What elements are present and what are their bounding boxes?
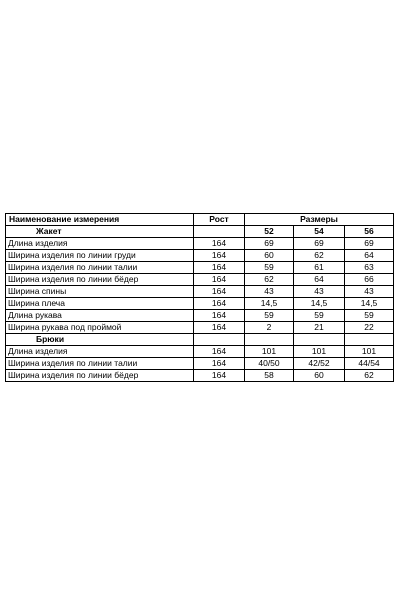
size-value: 64 [294,274,345,286]
measurement-name: Ширина изделия по линии талии [6,358,194,370]
size-value: 58 [245,370,294,382]
section-title-jacket: Жакет [6,226,194,238]
size-value: 43 [345,286,394,298]
table-row [6,286,394,298]
size-value: 59 [345,310,394,322]
measurement-name: Ширина изделия по линии талии [6,262,194,274]
size-table [5,213,394,382]
measurement-name: Ширина плеча [6,298,194,310]
section-blank-size [345,334,394,346]
size-value: 22 [345,322,394,334]
size-value: 14,5 [294,298,345,310]
jacket-rows [6,238,394,334]
height-value: 164 [194,358,245,370]
trousers-rows [6,346,394,382]
size-value: 61 [294,262,345,274]
size-value: 40/50 [245,358,294,370]
header-sizes: Размеры [245,214,394,226]
size-value: 66 [345,274,394,286]
size-value: 14,5 [245,298,294,310]
height-value: 164 [194,370,245,382]
header-measurement-name: Наименование измерения [6,214,194,226]
size-value: 69 [345,238,394,250]
height-value: 164 [194,238,245,250]
table-row [6,238,394,250]
section-title-trousers: Брюки [6,334,194,346]
size-value: 59 [294,310,345,322]
table-row [6,310,394,322]
measurement-name: Ширина рукава под проймой [6,322,194,334]
measurement-name: Длина изделия [6,238,194,250]
measurement-name: Ширина изделия по линии бёдер [6,370,194,382]
size-value: 21 [294,322,345,334]
measurement-name: Ширина изделия по линии бёдер [6,274,194,286]
size-value: 64 [345,250,394,262]
measurement-name: Длина изделия [6,346,194,358]
size-value: 44/54 [345,358,394,370]
size-label: 56 [345,226,394,238]
size-value: 101 [294,346,345,358]
measurement-name: Ширина изделия по линии груди [6,250,194,262]
height-value: 164 [194,286,245,298]
size-label: 54 [294,226,345,238]
size-value: 63 [345,262,394,274]
height-value: 164 [194,310,245,322]
section-blank-size [245,334,294,346]
header-height: Рост [194,214,245,226]
table-row [6,358,394,370]
size-value: 59 [245,310,294,322]
table-header-row [6,214,394,226]
height-value: 164 [194,274,245,286]
height-value: 164 [194,298,245,310]
section-blank-height [194,334,245,346]
size-value: 43 [294,286,345,298]
height-value: 164 [194,346,245,358]
size-value: 60 [245,250,294,262]
section-blank-height [194,226,245,238]
section-blank-size [294,334,345,346]
table-row [6,250,394,262]
size-value: 62 [245,274,294,286]
size-value: 101 [245,346,294,358]
size-value: 59 [245,262,294,274]
height-value: 164 [194,250,245,262]
height-value: 164 [194,322,245,334]
table-row [6,298,394,310]
size-value: 2 [245,322,294,334]
height-value: 164 [194,262,245,274]
table-row [6,346,394,358]
size-value: 69 [294,238,345,250]
size-label: 52 [245,226,294,238]
section-row-jacket [6,226,394,238]
table-row [6,274,394,286]
size-value: 14,5 [345,298,394,310]
size-value: 69 [245,238,294,250]
size-value: 43 [245,286,294,298]
size-value: 101 [345,346,394,358]
table-row [6,262,394,274]
size-value: 42/52 [294,358,345,370]
section-row-trousers [6,334,394,346]
measurement-name: Ширина спины [6,286,194,298]
table-row [6,322,394,334]
table-row [6,370,394,382]
size-value: 62 [294,250,345,262]
measurement-name: Длина рукава [6,310,194,322]
size-value: 62 [345,370,394,382]
size-value: 60 [294,370,345,382]
